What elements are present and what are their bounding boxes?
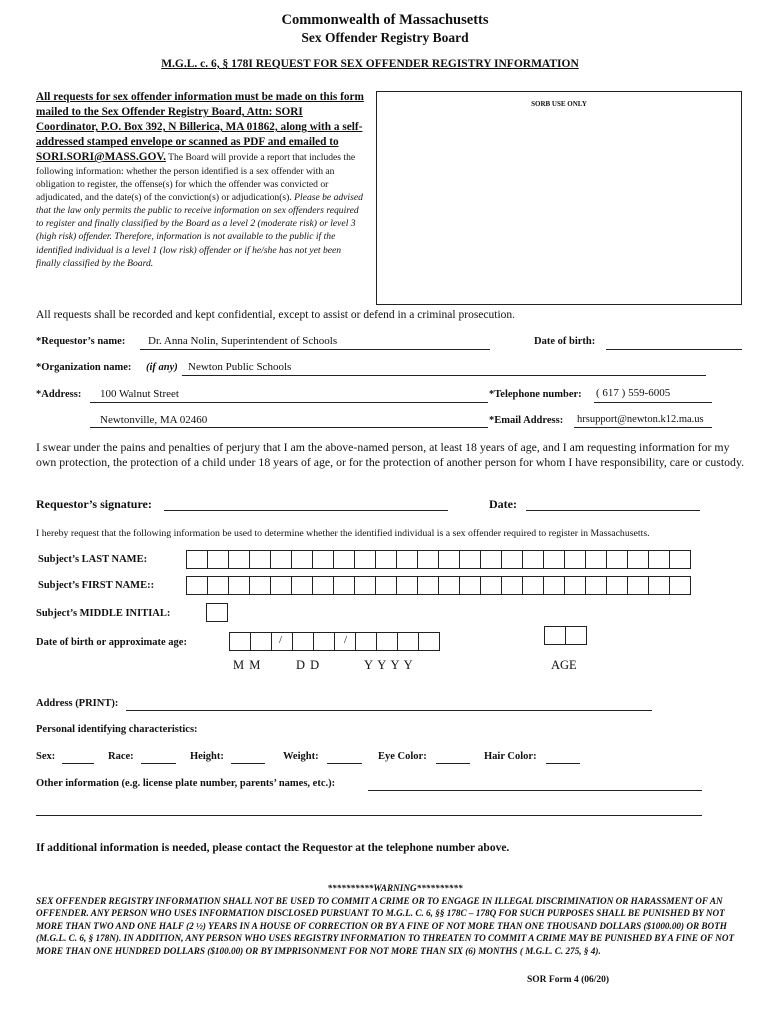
dob-yyyy-caption: Y Y Y Y xyxy=(364,658,414,672)
input-cell[interactable] xyxy=(669,576,691,595)
input-cell[interactable] xyxy=(627,550,649,569)
form-id: SOR Form 4 (06/20) xyxy=(527,975,610,985)
address2-field[interactable]: Newtonville, MA 02460 xyxy=(100,414,208,426)
input-cell[interactable] xyxy=(375,576,397,595)
hair-color-label: Hair Color: xyxy=(484,751,537,762)
signature-label: Requestor’s signature: xyxy=(36,497,152,511)
requestor-name-label: *Requestor’s name: xyxy=(36,336,126,347)
input-cell[interactable] xyxy=(585,576,607,595)
other-info-label: Other information (e.g. license plate number, parents’ names, etc.): xyxy=(36,778,336,789)
input-cell[interactable] xyxy=(501,550,523,569)
input-cell[interactable] xyxy=(228,576,250,595)
input-cell[interactable] xyxy=(669,550,691,569)
input-cell[interactable] xyxy=(564,576,586,595)
telephone-line xyxy=(594,402,712,403)
input-cell[interactable] xyxy=(565,626,587,645)
email-field[interactable]: hrsupport@newton.k12.ma.us xyxy=(577,414,704,425)
input-cell[interactable] xyxy=(543,576,565,595)
dob-slash-1: / xyxy=(279,634,283,646)
age-caption: AGE xyxy=(551,658,577,672)
sorb-use-only-label: SORB USE ONLY xyxy=(531,100,587,108)
contact-note: If additional information is needed, please contact the Requestor at the telephone number above. xyxy=(36,842,510,854)
input-cell[interactable] xyxy=(544,626,566,645)
address-field[interactable]: 100 Walnut Street xyxy=(100,388,179,400)
weight-field[interactable] xyxy=(327,763,362,764)
input-cell[interactable] xyxy=(480,576,502,595)
input-cell[interactable] xyxy=(375,550,397,569)
height-label: Height: xyxy=(190,751,224,762)
input-cell[interactable] xyxy=(376,632,398,651)
subject-first-name-label: Subject’s FIRST NAME:: xyxy=(38,580,155,591)
input-cell[interactable] xyxy=(207,550,229,569)
input-cell[interactable] xyxy=(417,550,439,569)
dob-dd-caption: D D xyxy=(296,658,321,672)
email-label: *Email Address: xyxy=(489,415,564,426)
requestor-dob-field[interactable] xyxy=(606,349,742,350)
input-cell[interactable] xyxy=(354,576,376,595)
signature-date-field[interactable] xyxy=(526,510,700,511)
subject-last-name-boxes[interactable] xyxy=(186,550,691,569)
subject-dob-boxes[interactable] xyxy=(229,632,440,651)
input-cell[interactable] xyxy=(207,576,229,595)
input-cell[interactable] xyxy=(585,550,607,569)
weight-label: Weight: xyxy=(283,751,319,762)
input-cell[interactable] xyxy=(606,576,628,595)
dob-mm-caption: M M xyxy=(233,658,262,672)
requestor-dob-label: Date of birth: xyxy=(534,336,596,347)
input-cell[interactable] xyxy=(312,550,334,569)
telephone-field[interactable]: ( 617 ) 559-6005 xyxy=(596,387,671,399)
characteristics-label: Personal identifying characteristics: xyxy=(36,724,198,735)
input-cell[interactable] xyxy=(459,550,481,569)
input-cell[interactable] xyxy=(543,550,565,569)
dob-slash-2: / xyxy=(344,634,348,646)
subject-last-name-label: Subject’s LAST NAME: xyxy=(38,554,148,565)
input-cell[interactable] xyxy=(418,632,440,651)
eye-color-label: Eye Color: xyxy=(378,751,427,762)
other-info-field[interactable] xyxy=(368,790,702,791)
input-cell[interactable] xyxy=(333,550,355,569)
input-cell[interactable] xyxy=(480,550,502,569)
input-cell[interactable] xyxy=(438,550,460,569)
organization-ifany: (if any) xyxy=(146,362,178,373)
warning-text: SEX OFFENDER REGISTRY INFORMATION SHALL NOT BE USED TO COMMIT A CRIME OR TO ENGAGE IN ILLEGAL DISCRIMINATION OR HARASSMENT OF AN OFFENDER. ANY PERSON WHO USES INFORMATION DISCLOSED PURSUANT TO M.G.L. C. 6, §§ 178C – 178Q FOR SUCH PURPOSES SHALL BE PUNISHED BY NOT MORE THAN TWO AND ONE HALF (2 ½) YEARS IN A HOUSE OF CORRECTION OR BY A FINE OF NOT MORE THAN ONE THOUSAND DOLLARS ($1000.00) OR BOTH (M.G.L. C. 6, § 178N). IN ADDITION, ANY PERSON WHO USES REGISTRY INFORMATION TO THREATEN TO COMMIT A CRIME MAY BE PUNISHED BY A FINE OF NOT MORE THAN ONE HUNDRED DOLLARS ($100.00) OR BY IMPRISONMENT FOR NOT MORE THAN SIX (6) MONTHS ( M.G.L. C. 275, § 4). xyxy=(36,896,735,956)
input-cell[interactable] xyxy=(627,576,649,595)
input-cell[interactable] xyxy=(249,576,271,595)
input-cell[interactable] xyxy=(396,576,418,595)
input-cell[interactable] xyxy=(333,576,355,595)
organization-line xyxy=(182,375,706,376)
input-cell[interactable] xyxy=(186,550,208,569)
intro-paragraph xyxy=(36,90,366,270)
input-cell[interactable] xyxy=(313,632,335,651)
requestor-name-line xyxy=(140,349,490,350)
organization-field[interactable]: Newton Public Schools xyxy=(188,361,292,373)
input-cell[interactable] xyxy=(206,603,228,622)
input-cell[interactable] xyxy=(249,550,271,569)
page-title: Commonwealth of Massachusetts xyxy=(281,12,489,28)
subject-first-name-boxes[interactable] xyxy=(186,576,691,595)
subject-middle-initial-label: Subject’s MIDDLE INITIAL: xyxy=(36,608,171,619)
address2-line xyxy=(90,427,488,428)
subject-dob-label: Date of birth or approximate age: xyxy=(36,637,187,648)
input-cell[interactable] xyxy=(648,576,670,595)
sex-field[interactable] xyxy=(62,763,94,764)
sex-label: Sex: xyxy=(36,751,56,762)
perjury-oath: I swear under the pains and penalties of perjury that I am the above-named person, at least 18 years of age, and I am requesting information for my own protection, the protection of a child under 18 years of age, or for the protection of another person for whom I have responsibility, care or custody. xyxy=(36,440,745,469)
sorb-use-only-box xyxy=(376,91,742,305)
input-cell[interactable] xyxy=(270,550,292,569)
subject-address-label: Address (PRINT): xyxy=(36,698,119,709)
input-cell[interactable] xyxy=(396,550,418,569)
hair-color-field[interactable] xyxy=(546,763,580,764)
input-cell[interactable] xyxy=(522,576,544,595)
input-cell[interactable] xyxy=(501,576,523,595)
input-cell[interactable] xyxy=(229,632,251,651)
organization-label: *Organization name: xyxy=(36,362,132,373)
requestor-name-field[interactable]: Dr. Anna Nolin, Superintendent of Schools xyxy=(148,335,338,347)
form-title: M.G.L. c. 6, § 178I REQUEST FOR SEX OFFENDER REGISTRY INFORMATION xyxy=(161,58,579,70)
email-line xyxy=(574,427,712,428)
input-cell[interactable] xyxy=(228,550,250,569)
signature-date-label: Date: xyxy=(489,497,517,511)
subject-middle-initial-box[interactable] xyxy=(206,603,228,622)
race-label: Race: xyxy=(108,751,134,762)
input-cell[interactable] xyxy=(648,550,670,569)
input-cell[interactable] xyxy=(417,576,439,595)
input-cell[interactable] xyxy=(312,576,334,595)
input-cell[interactable] xyxy=(354,550,376,569)
input-cell[interactable] xyxy=(291,550,313,569)
intro-lead: All requests for sex offender information must be made on this form mailed to the Sex Offender Registry Board, Attn: SORI Coordinator, P.O. Box 392, N Billerica, MA 01862, along with a self-addressed stamped envelope or scanned as PDF and emailed to SORI.SORI@MASS.GOV. xyxy=(36,91,364,163)
address-label: *Address: xyxy=(36,389,82,400)
input-cell[interactable] xyxy=(355,632,377,651)
input-cell[interactable] xyxy=(459,576,481,595)
input-cell[interactable] xyxy=(564,550,586,569)
input-cell[interactable] xyxy=(606,550,628,569)
input-cell[interactable] xyxy=(292,632,314,651)
intro-italic: Please be advised that the law only permits the public to receive information on sex offenders required to register and finally classified by the Board as a level 2 (moderate risk) or level 3 (high risk) offender. Therefore, information is not available to the public if the identified individual is a level 1 (low risk) offender or if he/she has not yet been finally classified by the Board. xyxy=(36,192,363,269)
input-cell[interactable] xyxy=(186,576,208,595)
intro-body: The Board will provide a report that includes the following information: whether the person identified is a sex offender with an obligation to register, the offense(s) for which the offender was convicted or adjudicated, and the date(s) of the conviction(s) or adjudication(s). xyxy=(36,152,356,204)
input-cell[interactable] xyxy=(397,632,419,651)
confidentiality-note: All requests shall be recorded and kept confidential, except to assist or defend in a criminal prosecution. xyxy=(36,309,516,321)
request-statement: I hereby request that the following information be used to determine whether the identified individual is a sex offender required to register in Massachusetts. xyxy=(36,528,650,539)
warning-heading: **********WARNING********** xyxy=(327,883,463,893)
input-cell[interactable] xyxy=(291,576,313,595)
telephone-label: *Telephone number: xyxy=(489,389,582,400)
height-field[interactable] xyxy=(231,763,265,764)
subject-age-boxes[interactable] xyxy=(544,626,587,645)
eye-color-field[interactable] xyxy=(436,763,470,764)
input-cell[interactable] xyxy=(438,576,460,595)
signature-field[interactable] xyxy=(164,510,448,511)
input-cell[interactable] xyxy=(250,632,272,651)
other-info-field-2[interactable] xyxy=(36,815,702,816)
page-subtitle: Sex Offender Registry Board xyxy=(301,30,469,45)
address-line xyxy=(90,402,488,403)
input-cell[interactable] xyxy=(522,550,544,569)
subject-address-field[interactable] xyxy=(126,710,652,711)
input-cell[interactable] xyxy=(270,576,292,595)
race-field[interactable] xyxy=(141,763,176,764)
